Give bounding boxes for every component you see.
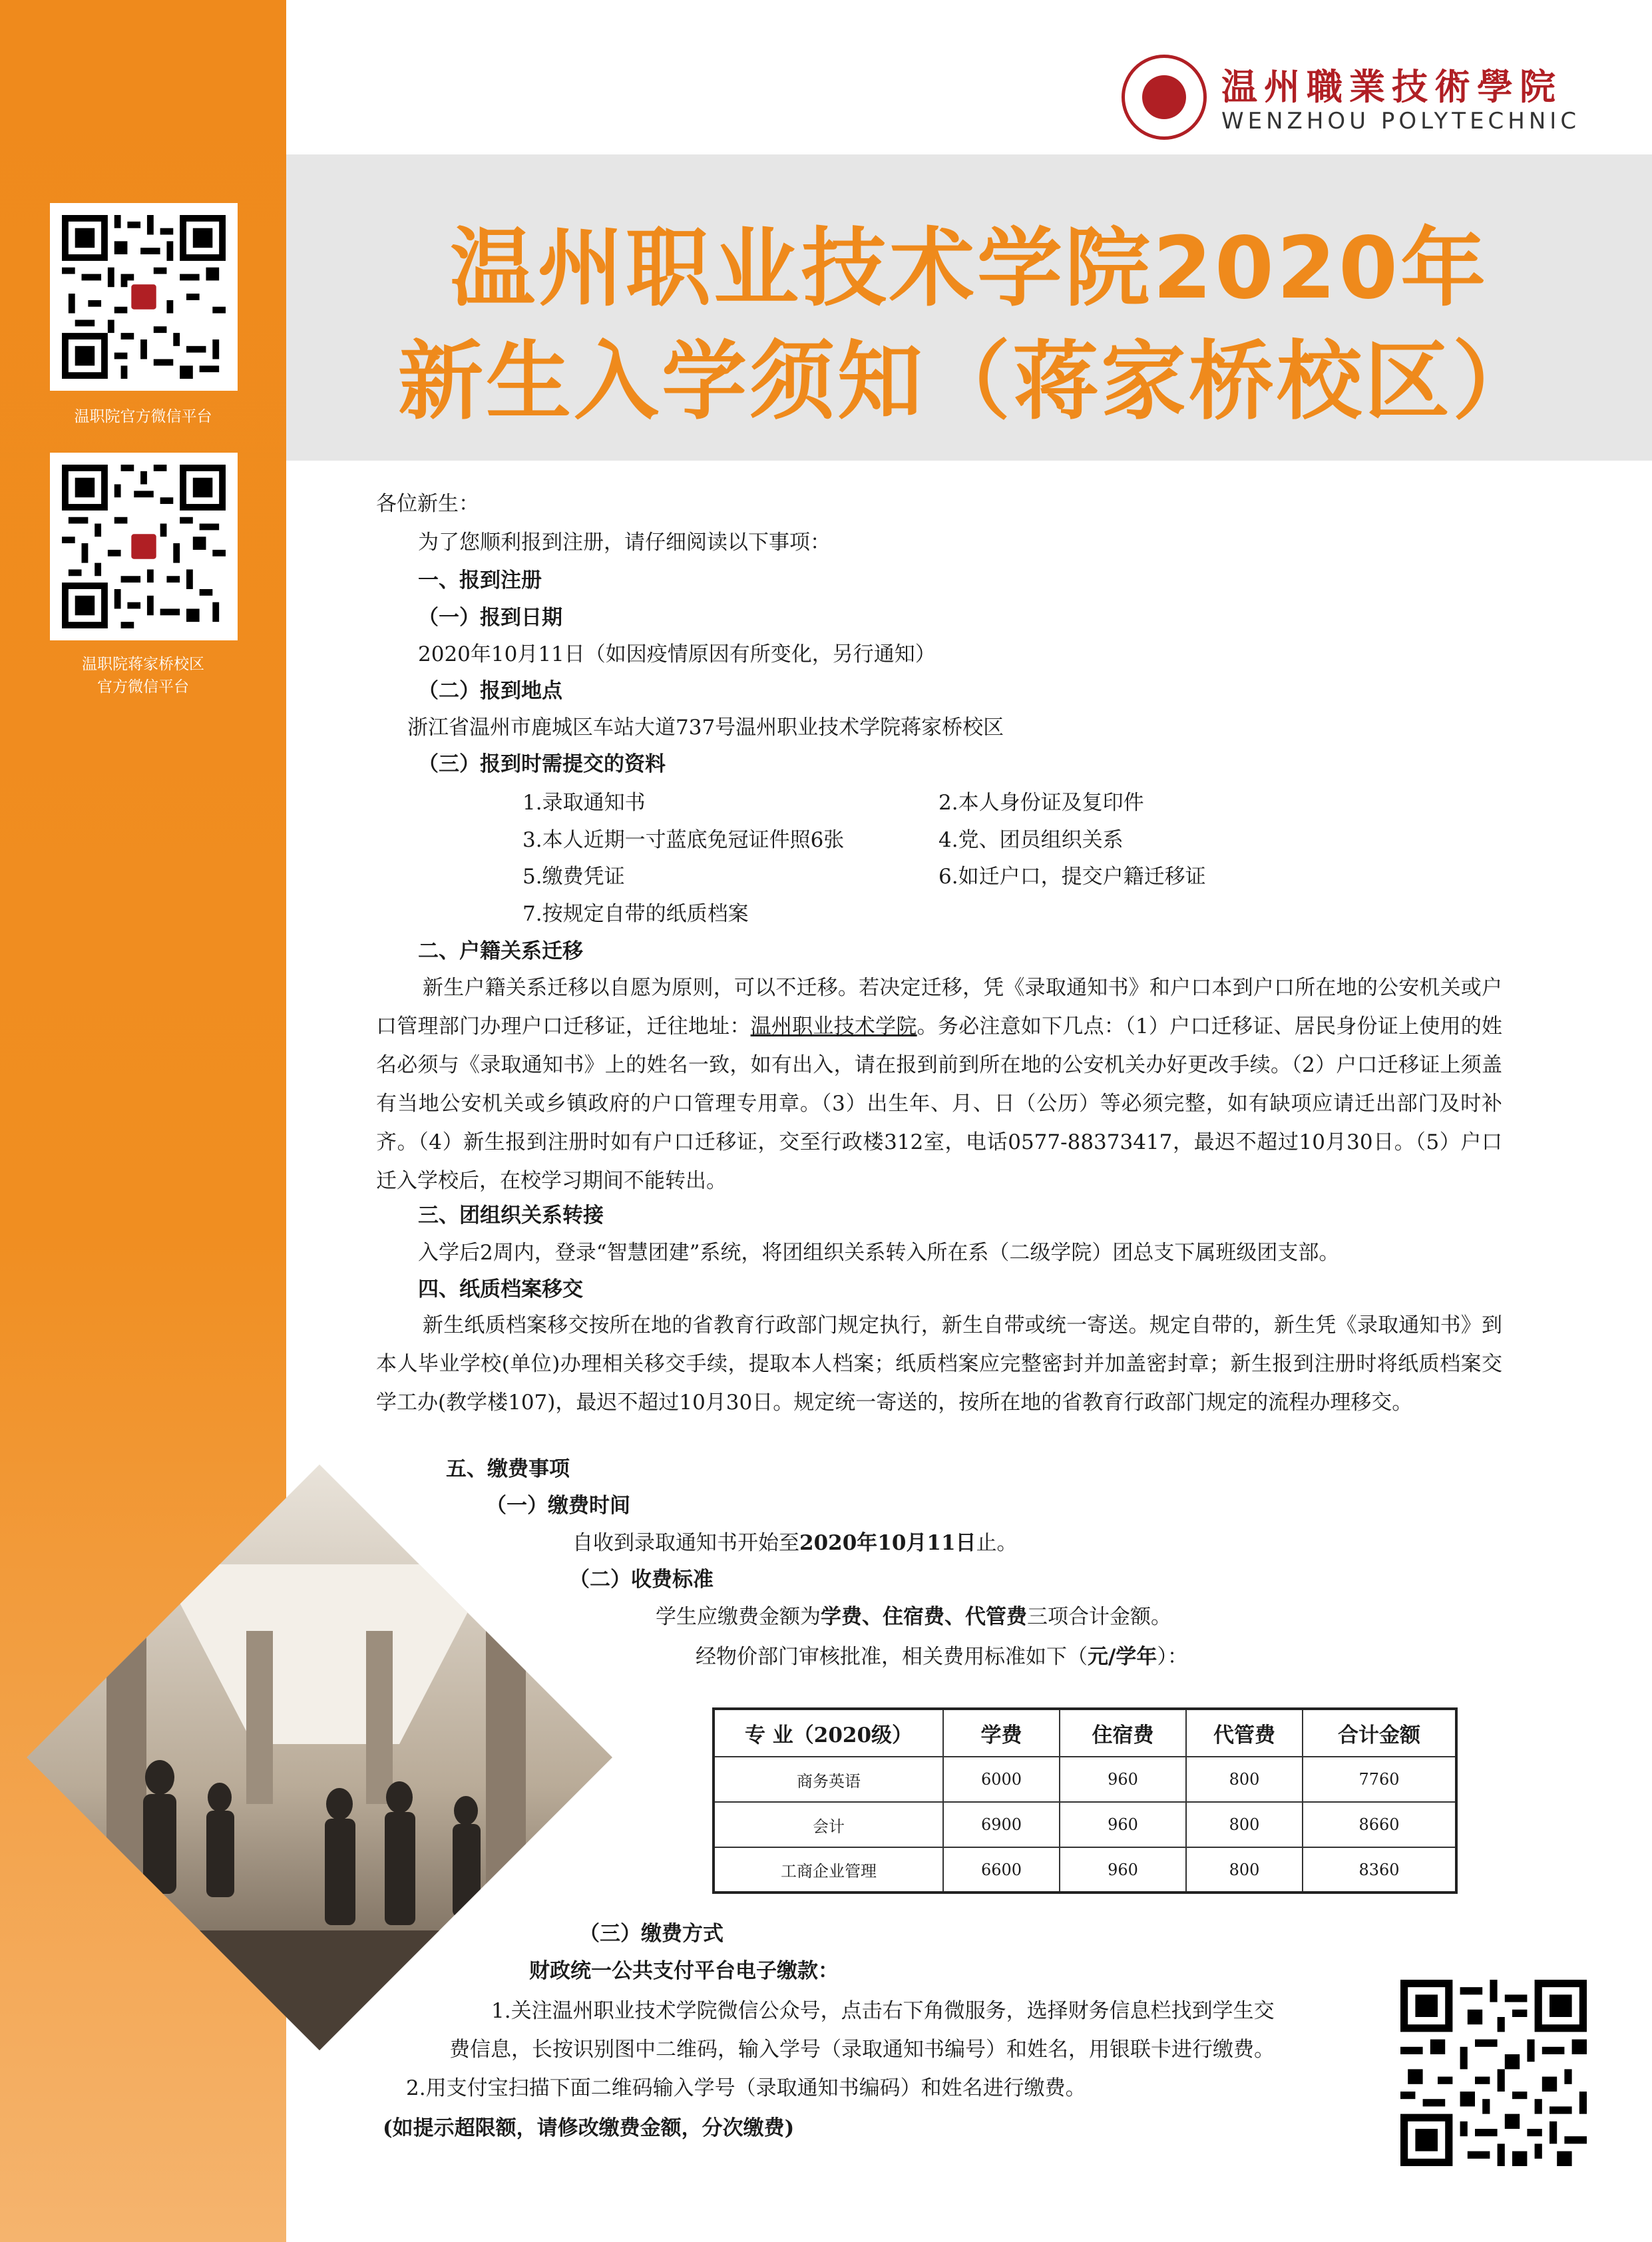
table-header-row [714, 1709, 1456, 1757]
fee-unit: 元/学年 [1088, 1645, 1157, 1669]
page-title-line2: 新生入学须知（蒋家桥校区） [397, 332, 1540, 431]
registration-address: 浙江省温州市鹿城区车站大道737号温州职业技术学院蒋家桥校区 [407, 716, 1004, 740]
table-cell: 8660 [1303, 1802, 1456, 1847]
list-item: 6.如迁户口，提交户籍迁移证 [938, 865, 1206, 889]
students-photo [27, 1464, 612, 2050]
hukou-paragraph [376, 969, 1502, 1200]
table-cell: 工商企业管理 [714, 1847, 943, 1893]
payment-note: (如提示超限额，请修改缴费金额，分次缴费) [383, 2116, 795, 2140]
payment-time-text: 自收到录取通知书开始至 [572, 1531, 799, 1555]
hukou-address: 温州职业技术学院 [750, 1014, 917, 1038]
table-cell: 7760 [1303, 1757, 1456, 1802]
table-header-cell: 代管费 [1186, 1709, 1303, 1757]
fee-standard-text: 经物价部门审核批准，相关费用标准如下（ [696, 1645, 1088, 1669]
league-text: 入学后2周内，登录“智慧团建”系统，将团组织关系转入所在系（二级学院）团总支下属班级团支部。 [418, 1241, 1340, 1265]
list-item: 5.缴费凭证 [522, 865, 625, 889]
fee-standard-text: ）： [1157, 1645, 1188, 1669]
payment-step-1b: 费信息，长按识别图中二维码，输入学号（录取通知书编号）和姓名，用银联卡进行缴费。 [449, 2038, 1275, 2062]
wechat-qr-code-campus [50, 453, 238, 640]
table-cell: 6000 [943, 1757, 1060, 1802]
wechat-qr-code-official [50, 203, 238, 391]
intro: 为了您顺利报到注册，请仔细阅读以下事项： [418, 531, 831, 555]
payment-step-1a: 1.关注温州职业技术学院微信公众号，点击右下角微服务，选择财务信息栏找到学生交 [491, 1999, 1275, 2023]
payment-step-2: 2.用支付宝扫描下面二维码输入学号（录取通知书编码）和姓名进行缴费。 [406, 2076, 1086, 2100]
table-cell: 会计 [714, 1802, 943, 1847]
payment-qr-code [1391, 1970, 1596, 2175]
table-row [714, 1757, 1456, 1802]
fee-items-names: 学费、住宿费、代管费 [821, 1605, 1027, 1629]
list-item: 2.本人身份证及复印件 [938, 791, 1144, 815]
table-cell: 800 [1186, 1847, 1303, 1893]
table-cell: 800 [1186, 1802, 1303, 1847]
fee-standard-intro [696, 1638, 1188, 1676]
subsection-heading: （一）报到日期 [418, 606, 562, 630]
payment-platform: 财政统一公共支付平台电子缴款： [529, 1959, 839, 1983]
logo-chinese-name: 温州職業技術學院 [1221, 65, 1562, 108]
qr-icon [1400, 1980, 1587, 2166]
table-cell: 8360 [1303, 1847, 1456, 1893]
college-logo [1122, 55, 1587, 148]
registration-date: 2020年10月11日（如因疫情原因有所变化，另行通知） [418, 642, 936, 666]
logo-english-name: WENZHOU POLYTECHNIC [1221, 108, 1581, 134]
table-header-cell: 专 业（2020级） [714, 1709, 943, 1757]
section-heading: 五、缴费事项 [446, 1457, 570, 1481]
list-item: 3.本人近期一寸蓝底免冠证件照6张 [522, 828, 845, 852]
qr-icon [62, 465, 226, 628]
archive-paragraph: 新生纸质档案移交按所在地的省教育行政部门规定执行，新生自带或统一寄送。规定自带的，新生凭《录取通知书》到本人毕业学校(单位)办理相关移交手续，提取本人档案；纸质档案应完整密封并加盖密封章；新生报到注册时将纸质档案交学工办(教学楼107)，最迟不超过10月30日。规定统一寄送的，按所在地的省教育行政部门规定的流程办理移交。 [376, 1313, 1502, 1415]
table-cell: 800 [1186, 1757, 1303, 1802]
subsection-heading: （一）缴费时间 [486, 1494, 630, 1518]
fee-items-text: 三项合计金额。 [1027, 1605, 1171, 1629]
fee-items [656, 1598, 1171, 1636]
fee-items-text: 学生应缴费金额为 [656, 1605, 821, 1629]
table-header-cell: 住宿费 [1060, 1709, 1186, 1757]
hukou-text: 。务必注意如下几点：（1）户口迁移证、居民身份证上使用的姓名必须与《录取通知书》上的姓名一致，如有出入，请在报到前到所在地的公安机关办好更改手续。（2）户口迁移证上须盖有当地公安机关或乡镇政府的户口管理专用章。（3）出生年、月、日（公历）等必须完整，如有缺项应请迁出部门及时补齐。（4）新生报到注册时如有户口迁移证，交至行政楼312室，电话0577-88373417，最迟不超过10月30日。（5）户口迁入学校后，在校学习期间不能转出。 [376, 1014, 1502, 1193]
subsection-heading: （三）报到时需提交的资料 [418, 752, 666, 776]
section-heading: 三、团组织关系转接 [418, 1204, 604, 1228]
section-heading: 一、报到注册 [418, 568, 542, 592]
qr1-caption: 温职院官方微信平台 [74, 408, 212, 425]
table-header-cell: 合计金额 [1303, 1709, 1456, 1757]
page-title-line1: 温州职业技术学院2020年 [449, 219, 1489, 318]
table-cell: 960 [1060, 1757, 1186, 1802]
table-cell: 6900 [943, 1802, 1060, 1847]
table-row [714, 1847, 1456, 1893]
qr2-caption-line2: 官方微信平台 [97, 678, 189, 696]
payment-time-text: 止。 [976, 1531, 1018, 1555]
table-cell: 960 [1060, 1802, 1186, 1847]
hukou-text: 新生户籍关系迁移以自愿为原则，可以不迁移。若决定迁移，凭《录取通知书》和户口本到户口所在地的公安机关或户口管理部门办理户口迁移证，迁往地址： [376, 976, 1502, 1038]
list-item: 1.录取通知书 [522, 791, 646, 815]
list-item: 4.党、团员组织关系 [938, 828, 1124, 852]
greeting: 各位新生： [376, 492, 479, 516]
table-cell: 商务英语 [714, 1757, 943, 1802]
table-header-cell: 学费 [943, 1709, 1060, 1757]
payment-deadline: 2020年10月11日 [799, 1531, 976, 1555]
qr-icon [62, 215, 226, 379]
subsection-heading: （二）报到地点 [418, 679, 562, 703]
table-cell: 6600 [943, 1847, 1060, 1893]
list-item: 7.按规定自带的纸质档案 [522, 902, 749, 926]
qr2-caption-line1: 温职院蒋家桥校区 [82, 656, 204, 673]
section-heading: 二、户籍关系迁移 [418, 939, 583, 963]
college-seal-icon [1122, 55, 1207, 140]
section-heading: 四、纸质档案移交 [418, 1277, 583, 1301]
subsection-heading: （二）收费标准 [569, 1568, 714, 1592]
fee-table [712, 1707, 1458, 1894]
payment-time [572, 1524, 1018, 1562]
subsection-heading: （三）缴费方式 [579, 1922, 723, 1946]
table-row [714, 1802, 1456, 1847]
table-cell: 960 [1060, 1847, 1186, 1893]
